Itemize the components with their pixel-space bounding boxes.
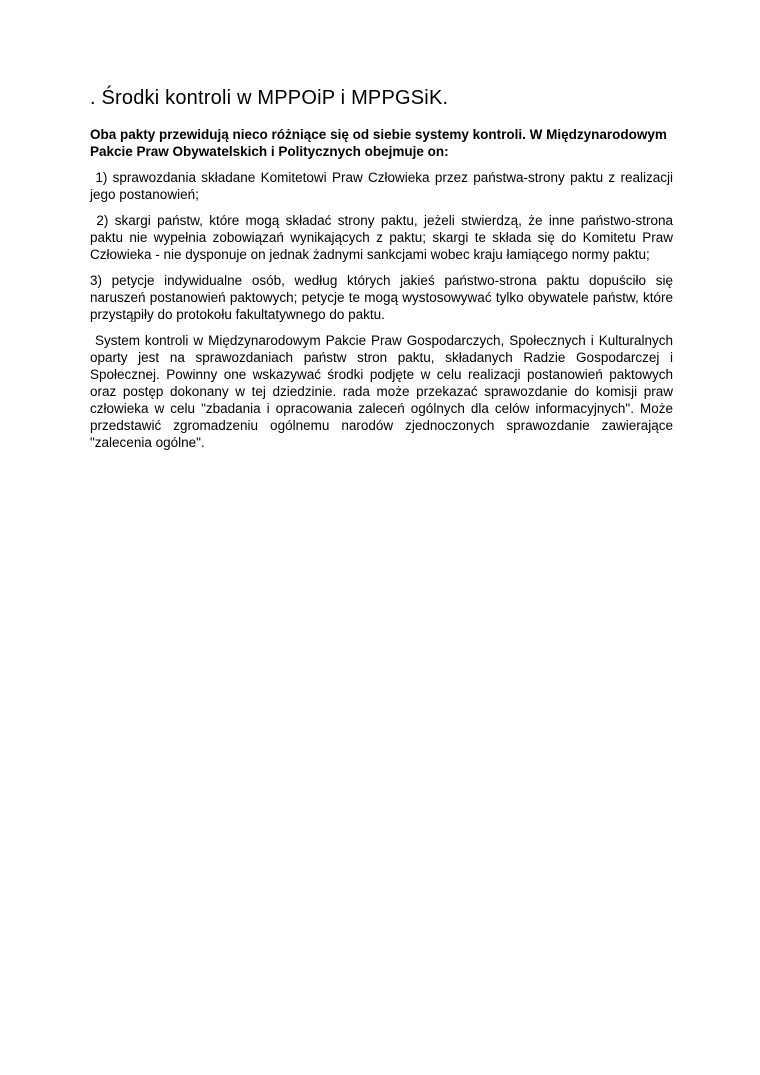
list-item-2: 2) skargi państw, które mogą składać strony paktu, jeżeli stwierdzą, że inne państwo-strona paktu nie wypełnia zobowiązań wynikających z paktu; skargi te składa się do Komitetu Praw Człowieka - nie dysponuje on jednak żadnymi sankcjami wobec kraju łamiącego normy paktu; <box>90 213 677 262</box>
list-item-3: 3) petycje indywidualne osób, według których jakieś państwo-strona paktu dopuściło się naruszeń postanowień paktowych; petycje te mogą wystosowywać tylko obywatele państw, które przystąpiły do protokołu fakultatywnego do paktu. <box>90 273 677 322</box>
intro-paragraph: Oba pakty przewidują nieco różniące się od siebie systemy kontroli. W Międzynarodowym Pakcie Praw Obywatelskich i Politycznych obejmuje on: <box>90 127 671 159</box>
document-title: . Środki kontroli w MPPOiP i MPPGSiK. <box>90 87 449 109</box>
list-item-1: 1) sprawozdania składane Komitetowi Praw Człowieka przez państwa-strony paktu z realizacji jego postanowień; <box>90 170 677 202</box>
closing-paragraph: System kontroli w Międzynarodowym Pakcie Praw Gospodarczych, Społecznych i Kulturalnych oparty jest na sprawozdaniach państw stron paktu, składanych Radzie Gospodarczej i Społecznej. Powinny one wskazywać środki podjęte w celu realizacji postanowień paktowych oraz postęp dokonany w tej dziedzinie. rada może przekazać sprawozdanie do komisji praw człowieka w celu "zbadania i opracowania zaleceń ogólnych dla celów informacyjnych". Może przedstawić zgromadzeniu ogólnemu narodów zjednoczonych sprawozdanie zawierające "zalecenia ogólne". <box>90 333 677 450</box>
